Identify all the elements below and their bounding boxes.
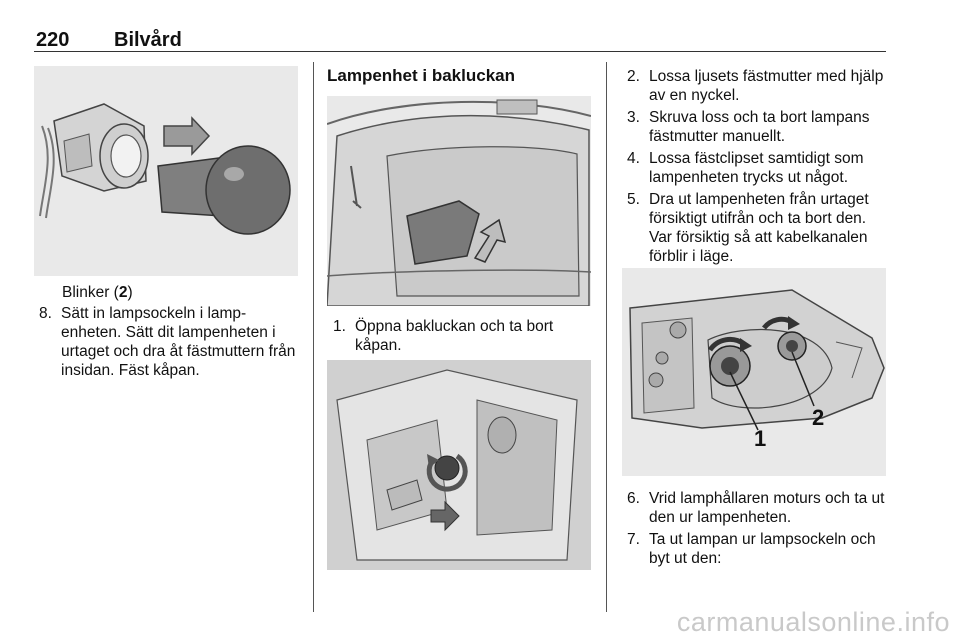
figure-caption-blinker: Blinker (2) [62, 284, 133, 301]
step-number: 4. [627, 150, 640, 167]
footer-watermark: carmanualsonline.info [676, 607, 950, 637]
step-text: Lossa fästclipset samtidigt som lampenheten trycks ut något. [649, 150, 864, 186]
bulb-socket-figure [34, 66, 298, 276]
step-number: 1. [333, 318, 346, 335]
page-number: 220 [36, 29, 70, 51]
step-number: 3. [627, 109, 640, 126]
step-number: 6. [627, 490, 640, 507]
step-3 [627, 108, 889, 146]
header-divider [34, 51, 886, 52]
step-4 [627, 149, 889, 187]
step-1 [333, 317, 595, 355]
lamp-unit-nut-figure [327, 360, 591, 570]
step-6 [627, 489, 889, 527]
lamp-holder-figure [622, 268, 886, 476]
step-text: Lossa ljusets fästmutter med hjälp av en nyckel. [649, 68, 884, 104]
figure-label-1: 1 [754, 426, 767, 451]
step-text: Ta ut lampan ur lampsockeln och byt ut den: [649, 531, 876, 567]
step-text: Vrid lamphållaren moturs och ta ut den ur lampenheten. [649, 490, 885, 526]
step-text: Sätt in lampsockeln i lamp-enheten. Sätt dit lampenheten i urtaget och dra åt fästmuttern från insidan. Fäst kåpan. [61, 305, 296, 379]
section-heading: Lampenhet i bakluckan [327, 66, 515, 85]
step-8 [39, 304, 301, 380]
step-2 [627, 67, 889, 105]
section-title: Bilvård [114, 29, 182, 51]
tailgate-cover-figure [327, 96, 591, 306]
step-text: Skruva loss och ta bort lampans fästmutter manuellt. [649, 109, 870, 145]
step-number: 8. [39, 305, 52, 322]
step-number: 7. [627, 531, 640, 548]
step-number: 2. [627, 68, 640, 85]
column-divider-left [313, 62, 314, 612]
step-number: 5. [627, 191, 640, 208]
column-divider-right [606, 62, 607, 612]
step-5 [627, 190, 889, 266]
figure-label-2: 2 [812, 405, 825, 430]
step-text: Öppna bakluckan och ta bort kåpan. [355, 318, 554, 354]
step-7 [627, 530, 889, 568]
step-text: Dra ut lampenheten från urtaget försiktigt utifrån och ta bort den. Var försiktig så att kabelkanalen förblir i läge. [649, 191, 869, 265]
